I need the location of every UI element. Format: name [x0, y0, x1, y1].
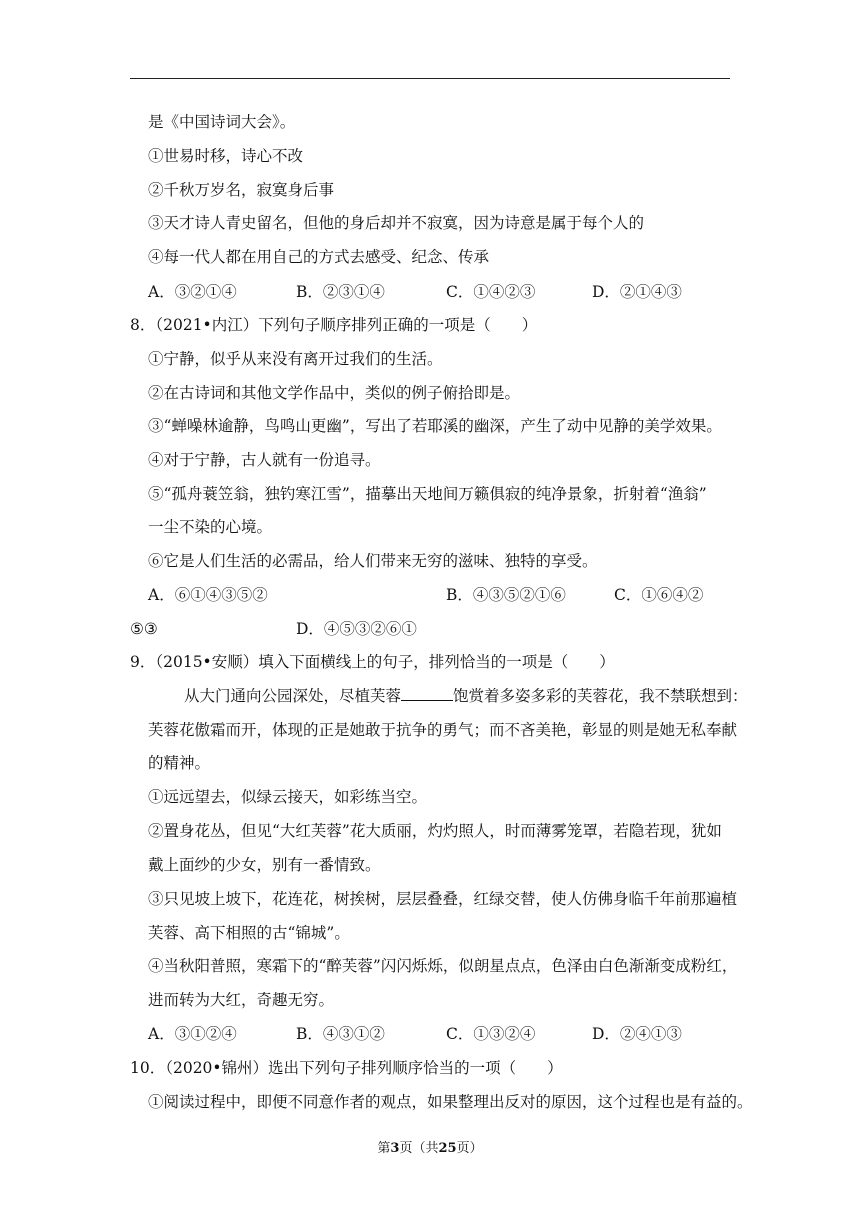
q7-option-d: D．②①④③	[592, 283, 682, 301]
q9-option-c: C．①③②④	[446, 1025, 536, 1043]
q9-stem: 9．（2015•安顺）填入下面横线上的句子，排列恰当的一项是（ ）	[130, 653, 615, 671]
q9-item-2-cont: 戴上面纱的少女，别有一番情致。	[148, 856, 381, 874]
q8-option-c-cont: ⑤③	[130, 620, 158, 638]
q7-item-2: ②千秋万岁名，寂寞身后事	[148, 181, 335, 199]
q10-item-1: ①阅读过程中，即便不同意作者的观点，如果整理出反对的原因，这个过程也是有益的。	[148, 1093, 753, 1111]
footer-prefix: 第	[377, 1141, 391, 1156]
q7-item-1: ①世易时移，诗心不改	[148, 147, 304, 165]
page-footer	[0, 1140, 860, 1158]
q9-option-b: B．④③①②	[296, 1025, 385, 1043]
q8-option-b: B．④③⑤②①⑥	[446, 586, 566, 604]
q9-option-a: A．③①②④	[148, 1025, 237, 1043]
q9-item-3: ③只见坡上坡下，花连花，树挨树，层层叠叠，红绿交替，使人仿佛身临千年前那遍植	[148, 890, 738, 908]
q9-item-1: ①远远望去，似绿云接天，如彩练当空。	[148, 788, 428, 806]
q7-option-a: A．③②①④	[148, 283, 237, 301]
q9-item-4-cont: 进而转为大红，奇趣无穷。	[148, 991, 335, 1009]
q7-option-b: B．②③①④	[296, 283, 385, 301]
q8-option-a: A．⑥①④③⑤②	[148, 586, 268, 604]
q7-lead-end: 是《中国诗词大会》。	[148, 113, 296, 131]
footer-middle: 页（共	[399, 1141, 439, 1156]
footer-total-pages: 25	[438, 1141, 457, 1156]
q9-option-d: D．②④①③	[592, 1025, 682, 1043]
q7-option-c: C．①④②③	[446, 283, 536, 301]
q9-passage-after: 饱赏着多姿多彩的芙蓉花，我不禁联想到：	[453, 687, 748, 705]
q8-item-2: ②在古诗词和其他文学作品中，类似的例子俯拾即是。	[148, 384, 521, 402]
q9-item-3-cont: 芙蓉、高下相照的古“锦城”。	[148, 924, 350, 942]
q8-option-c: C．①⑥④②	[614, 586, 704, 604]
q8-item-6: ⑥它是人们生活的必需品，给人们带来无穷的滋味、独特的享受。	[148, 552, 598, 570]
q9-item-2: ②置身花丛，但见“大红芙蓉”花大质丽，灼灼照人，时而薄雾笼罩，若隐若现，犹如	[148, 822, 722, 840]
q7-item-3: ③天才诗人青史留名，但他的身后却并不寂寞，因为诗意是属于每个人的	[148, 214, 645, 232]
q8-item-3: ③“蝉噪林逾静，鸟鸣山更幽”，写出了若耶溪的幽深，产生了动中见静的美学效果。	[148, 417, 722, 435]
q8-item-1: ①宁静，似乎从来没有离开过我们的生活。	[148, 350, 443, 368]
footer-page-number: 3	[390, 1141, 400, 1156]
q8-item-4: ④对于宁静，古人就有一份追寻。	[148, 451, 381, 469]
q9-passage-first-line	[184, 686, 748, 706]
q8-option-d: D．④⑤③②⑥①	[296, 620, 417, 638]
footer-suffix: 页）	[456, 1141, 483, 1156]
q9-passage-before: 从大门通向公园深处，尽植芙蓉	[184, 687, 402, 705]
q8-item-5: ⑤“孤舟蓑笠翁，独钓寒江雪”，描摹出天地间万籁俱寂的纯净景象，折射着“渔翁”	[148, 485, 707, 503]
fill-blank	[401, 686, 453, 701]
q8-item-5-cont: 一尘不染的心境。	[148, 518, 273, 536]
header-rule	[130, 78, 730, 79]
q9-item-4: ④当秋阳普照，寒霜下的“醉芙蓉”闪闪烁烁，似朗星点点，色泽由白色渐渐变成粉红，	[148, 957, 738, 975]
q9-passage-line-2: 芙蓉花傲霜而开，体现的正是她敢于抗争的勇气；而不吝美艳，彰显的则是她无私奉献	[148, 721, 738, 739]
q7-item-4: ④每一代人都在用自己的方式去感受、纪念、传承	[148, 248, 490, 266]
q8-stem: 8．（2021•内江）下列句子顺序排列正确的一项是（ ）	[130, 316, 538, 334]
q9-passage-line-3: 的精神。	[148, 754, 211, 772]
q10-stem: 10．（2020•锦州）选出下列句子排列顺序恰当的一项（ ）	[130, 1059, 563, 1077]
